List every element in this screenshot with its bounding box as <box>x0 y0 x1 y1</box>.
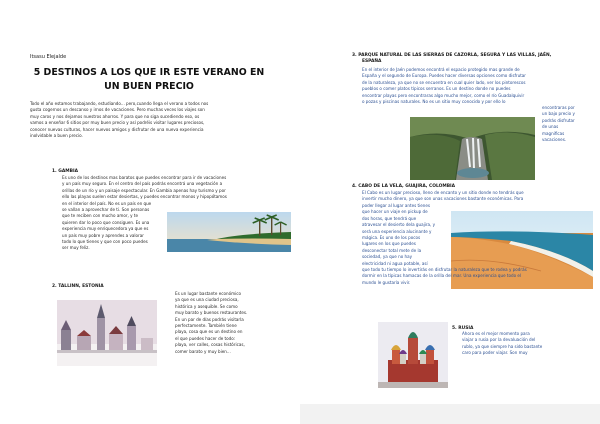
intro-paragraph <box>30 101 280 139</box>
text-line: lugares en los que puedes <box>362 241 416 247</box>
text-line: perfectamente. También tiene <box>175 323 237 329</box>
text-line: será una experiencia alucinante y <box>362 228 432 234</box>
text-line: un país muy pobre y aprendes a valorar <box>62 232 144 238</box>
author-name: Itsasu Elejalde <box>30 54 67 60</box>
text-line: orillas de un río y un paisaje espectacular. En Gambia apenas hay turismo y por <box>62 187 226 193</box>
text-line: de unas <box>542 124 559 130</box>
gambia-paragraph <box>62 175 292 201</box>
text-line: que todo tu tiempo lo invertirás en disfrutar la naturaleza que te rodea y podrás <box>362 267 527 272</box>
text-line: electricidad ni agua potable, así <box>362 260 428 266</box>
text-line: Es uno de los destinos mas baratos que puedes encontrar para ir de vacaciones <box>62 175 227 180</box>
text-line: experiencia muy enriquecedora ya que es <box>62 226 149 232</box>
text-line: un bajo precio y <box>542 111 575 117</box>
cazorla-waterfall-photo <box>410 117 535 180</box>
text-line: de la naturaleza, ya que no se encuentra en cual quier lado, ver los pintorescos <box>362 79 526 85</box>
text-line: poder llegar al lugar antes tienes <box>362 203 431 208</box>
text-line: gusta cogernos un descanso y irnos de vacaciones. Pero muchas veces los viajes son <box>30 107 205 113</box>
text-line: Todo el año estamos trabajando, estudiando... pero,cuando llega el verano a todos nos <box>30 101 209 106</box>
cabo-paragraph <box>362 190 594 203</box>
text-line: encontrar playas pero encontraras algo mucho mejor, como el río Guadalquivir <box>362 92 525 98</box>
text-line: quieren dar lo poco que consiguen. Es una <box>62 219 150 225</box>
section-heading-cazorla-cont: ESPAÑA <box>362 59 382 64</box>
text-line: magnificas <box>542 130 565 136</box>
cazorla-paragraph-cont <box>542 105 598 143</box>
text-line: que hacer un viaje en pickup de <box>362 209 428 215</box>
right-page <box>300 0 600 424</box>
cazorla-paragraph <box>362 67 594 105</box>
text-line: muy caros y nos dejamos nuestros ahorros. Y para que no siga sucediendo eso, os <box>30 113 200 119</box>
gambia-paragraph-cont <box>62 201 172 252</box>
text-line: playa, ver calles, cosas históricas, <box>175 342 245 348</box>
text-line: dos horas, que tendrá que <box>362 215 417 221</box>
text-line: mágica. Es uno de los pocos <box>362 235 421 241</box>
text-line: el que puedes hacer de todo: <box>175 335 236 341</box>
text-line: En el interior de Jaén podemos encontrá el espacio protegido mas grande de <box>362 67 520 72</box>
russia-cathedral-photo <box>378 322 448 388</box>
text-line: encontraras por <box>542 105 575 110</box>
text-line: todo lo que tienes y que con poco puedes <box>62 239 148 245</box>
text-line: ser muy feliz. <box>62 245 90 251</box>
text-line: vacaciones. <box>542 137 567 143</box>
text-line: playa, cosa que es un destino en <box>175 329 243 335</box>
section-heading-tallinn: 2. TALLINN, ESTONIA <box>52 284 104 289</box>
text-line: España y el segundo de Europa. Puedes hacer diversas opciones como disfrutar <box>362 73 526 79</box>
russia-paragraph <box>462 331 594 357</box>
section-heading-cazorla: 3. PARQUE NATURAL DE LAS SIERRAS DE CAZORLA, SEGURA Y LAS VILLAS, JAÉN, <box>352 53 552 58</box>
text-line: conocer nuevas culturas, hacer nuevos amigos y disfrutar de una nueva experiencia <box>30 126 204 132</box>
title-line: 5 DESTINOS A LOS QUE IR ESTE VERANO EN <box>33 67 265 78</box>
text-line: vamos a enseñar 6 sitios por muy buen precio y así podréis visitar lugares preciosos, <box>30 120 205 126</box>
text-line: viajar a rusia por la devaluación del <box>462 337 536 343</box>
text-line: rublo, ya que siempre ha sido bastante <box>462 343 543 349</box>
cabo-paragraph-cont <box>362 203 454 267</box>
text-line: sociedad, ya que no hay <box>362 254 413 260</box>
text-line: se vallan a aprovechar de ti. Son personas <box>62 207 150 212</box>
text-line: El Cabo es un lugar precioso, lleno de encanto y un sitio donde no tendrás que <box>362 190 524 195</box>
text-line: que te reciben con mucho amor, y te <box>62 213 138 219</box>
page-bottom-gap <box>300 404 600 424</box>
section-heading-cabo: 4. CABO DE LA VELA, GUAJIRA, COLOMBIA <box>352 184 456 189</box>
title-line: UN BUEN PRECIO <box>104 81 194 92</box>
text-line: mundo le gustaría vivir. <box>362 279 411 285</box>
text-line: y un país muy seguro. En el centro del país podrás encontrá una vegetación a <box>62 181 223 187</box>
text-line: ello las playas suelen estar desiertas, y puedes encontrar monos y hipopótamos <box>62 194 227 200</box>
text-line: caro para poder viajar. Son muy <box>462 350 528 356</box>
tallinn-city-photo <box>57 300 157 366</box>
text-line: o pozas y piscinas naturales. No es un sitio muy conocido y por ello lo <box>362 99 506 105</box>
text-line: ya que es una ciudad preciosa, <box>175 297 239 303</box>
text-line: Ahora es el mejor momento para <box>462 331 530 336</box>
tallinn-paragraph <box>175 291 287 355</box>
text-line: Es un lugar bastante económico <box>175 291 241 296</box>
section-heading-gambia: 1. GAMBIA <box>52 169 79 174</box>
section-heading-russia: 5. RUSIA <box>452 326 474 331</box>
text-line: comer barato y muy bien... <box>175 348 231 354</box>
text-line: En un par de días podrás visitarla <box>175 316 244 322</box>
text-line: muy barato y buenos restaurantes. <box>175 310 248 316</box>
text-line: atravesar el desierto dela guajira, y <box>362 222 436 228</box>
gambia-beach-photo <box>167 212 291 252</box>
text-line: pueblos o comer platos típicos serranos. Es un destino donde no puedes <box>362 86 511 92</box>
text-line: histórica y asequible. Se como <box>175 303 238 309</box>
text-line: en el interior del país. No es un país en que <box>62 200 152 206</box>
page-title <box>20 66 278 94</box>
text-line: dormir en la típicas hamacas de la orilla del mar. Una experiencia que todo el <box>362 273 522 279</box>
text-line: inolvidable a buen precio. <box>30 133 83 139</box>
text-line: invertir mucho dinero, ya que son unas vacaciones bastante económicas. Para <box>362 196 524 202</box>
text-line: podrás disfrutar <box>542 117 575 123</box>
text-line: desconectar total mete de la <box>362 247 422 253</box>
cabo-paragraph-end <box>362 267 594 286</box>
